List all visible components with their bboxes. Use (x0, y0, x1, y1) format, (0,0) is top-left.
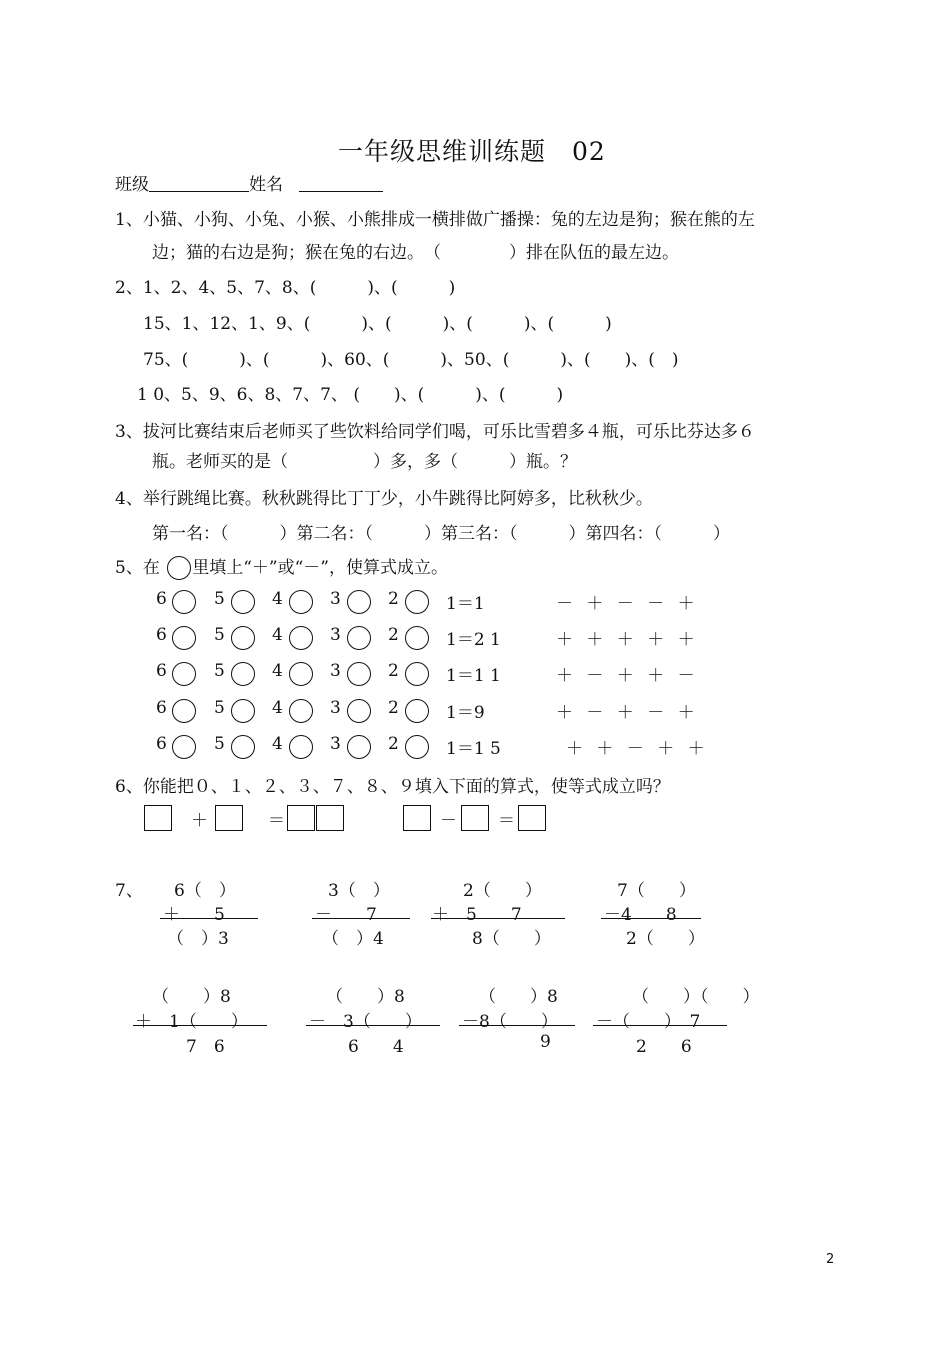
q5-number: 4 (272, 698, 283, 718)
class-label: 班级 (115, 175, 149, 195)
q2-line3: 75、( )、( )、60、( )、50、( )、( )、( ) (143, 350, 679, 370)
q5-operator-circle[interactable] (231, 735, 255, 759)
q5-number: 4 (272, 734, 283, 754)
q2-line4: 1 0、5、9、6、8、7、7、 ( )、( )、( ) (137, 385, 564, 405)
q7-r1-p1-line (160, 918, 258, 919)
q7-r1-p4-line (601, 918, 701, 919)
q6-box-2[interactable] (215, 805, 243, 831)
q5-number: 6 (156, 625, 167, 645)
q5-answer: ＋ ＋ － ＋ ＋ (566, 739, 709, 759)
q7-r2-p1-bot: 7 6 (186, 1037, 225, 1057)
q5-number: 2 (388, 589, 399, 609)
q5-operator-circle[interactable] (172, 662, 196, 686)
q7-r2-p4-bot: 2 6 (636, 1037, 692, 1057)
q5-result: 1＝1 (446, 594, 485, 614)
q7-r2-p4-mid: －（ ） 7 (596, 1012, 701, 1032)
q6-text: 6、你能把０、１、２、３、７、８、９填入下面的算式，使等式成立吗？ (115, 777, 670, 797)
q5-number: 2 (388, 625, 399, 645)
q5-number: 5 (214, 661, 225, 681)
q5-result: 1＝1 1 (446, 666, 501, 686)
q7-r1-p2-mid: － 7 (315, 905, 377, 925)
q7-r2-p3-mid: －8（ ） (462, 1012, 558, 1032)
q7-r2-p2-top: （ ）8 (326, 987, 405, 1007)
q5-operator-circle[interactable] (172, 626, 196, 650)
q7-r1-p4-bot: 2（ ） (626, 929, 705, 949)
circle-example-icon (167, 556, 191, 580)
q5-operator-circle[interactable] (289, 735, 313, 759)
q5-operator-circle[interactable] (289, 699, 313, 723)
q5-operator-circle[interactable] (172, 699, 196, 723)
q5-result: 1＝9 (446, 703, 485, 723)
q5-number: 4 (272, 661, 283, 681)
q7-label: 7、 (115, 881, 143, 901)
q2-line1: 2、1、2、4、5、7、8、( )、( ) (115, 278, 456, 298)
q7-r2-p1-line (133, 1025, 267, 1026)
q7-r2-p2-line (306, 1025, 440, 1026)
q6-box-7[interactable] (518, 805, 546, 831)
q5-number: 5 (214, 589, 225, 609)
rank-second: 第二名：（ ） (296, 524, 441, 544)
q5-instruction (115, 555, 448, 581)
q5-number: 2 (388, 661, 399, 681)
q5-number: 3 (330, 661, 341, 681)
page-title: 一年级思维训练题 02 (338, 137, 606, 166)
name-blank[interactable] (299, 173, 383, 192)
q5-operator-circle[interactable] (289, 590, 313, 614)
q5-number: 2 (388, 734, 399, 754)
q7-r1-p4-top: 7（ ） (617, 881, 696, 901)
q5-number: 3 (330, 698, 341, 718)
q1-line2: 边；猫的右边是狗；猴在兔的右边。 （ ）排在队伍的最左边。 (152, 243, 679, 263)
q7-r1-p1-top: 6（ ） (174, 881, 236, 901)
q2-line2: 15、1、12、1、9、( )、( )、( )、( ) (143, 314, 612, 334)
q5-number: 3 (330, 589, 341, 609)
q7-r2-p3-line (459, 1025, 575, 1026)
q5-operator-circle[interactable] (231, 662, 255, 686)
q6-equals-2: ＝ (498, 811, 515, 831)
q6-box-4[interactable] (316, 805, 344, 831)
q5-result: 1＝1 5 (446, 739, 501, 759)
q5-operator-circle[interactable] (347, 735, 371, 759)
q7-r2-p3-top: （ ）8 (479, 987, 558, 1007)
q7-r1-p2-line (312, 918, 410, 919)
name-label: 姓名 (249, 175, 283, 195)
q5-operator-circle[interactable] (405, 699, 429, 723)
q5-operator-circle[interactable] (405, 590, 429, 614)
q6-plus: ＋ (191, 811, 208, 831)
q5-prefix: 5、在 (115, 558, 160, 578)
q5-operator-circle[interactable] (231, 626, 255, 650)
q5-number: 5 (214, 625, 225, 645)
q5-number: 6 (156, 734, 167, 754)
q5-suffix: 里填上“＋”或“－”，使算式成立。 (192, 558, 448, 578)
rank-third: 第三名：（ ） (441, 524, 586, 544)
q5-number: 4 (272, 625, 283, 645)
q5-operator-circle[interactable] (289, 626, 313, 650)
q7-r2-p1-top: （ ）8 (152, 987, 231, 1007)
rank-fourth: 第四名：（ ） (585, 524, 730, 544)
q5-answer: ＋ ＋ ＋ ＋ ＋ (556, 630, 699, 650)
q5-operator-circle[interactable] (347, 699, 371, 723)
q5-operator-circle[interactable] (231, 590, 255, 614)
q7-r2-p1-mid: ＋ 1（ ） (135, 1012, 248, 1032)
q7-r1-p3-bot: 8（ ） (472, 929, 551, 949)
q5-result: 1＝2 1 (446, 630, 501, 650)
q5-operator-circle[interactable] (347, 626, 371, 650)
q7-r2-p2-mid: － 3（ ） (309, 1012, 422, 1032)
q3-line2: 瓶。老师买的是（ ）多，多（ ）瓶。？ (152, 452, 577, 472)
q7-r1-p4-mid: －4 8 (604, 905, 677, 925)
q7-r1-p3-line (431, 918, 565, 919)
q7-r1-p3-top: 2（ ） (463, 881, 542, 901)
q5-operator-circle[interactable] (405, 662, 429, 686)
class-blank[interactable] (149, 173, 249, 192)
q7-r1-p2-top: 3（ ） (328, 881, 390, 901)
q3-line1: 3、拔河比赛结束后老师买了些饮料给同学们喝，可乐比雪碧多４瓶，可乐比芬达多６ (115, 422, 755, 442)
q1-line1: 1、小猫、小狗、小兔、小猴、小熊排成一横排做广播操：兔的左边是狗；猴在熊的左 (115, 210, 755, 230)
q5-number: 6 (156, 661, 167, 681)
q6-minus: － (440, 811, 457, 831)
q6-equals-1: ＝ (268, 811, 285, 831)
q5-operator-circle[interactable] (405, 626, 429, 650)
q6-box-5[interactable] (403, 805, 431, 831)
q5-operator-circle[interactable] (347, 590, 371, 614)
q5-operator-circle[interactable] (231, 699, 255, 723)
q6-box-1[interactable] (144, 805, 172, 831)
q5-operator-circle[interactable] (289, 662, 313, 686)
q5-operator-circle[interactable] (347, 662, 371, 686)
q5-operator-circle[interactable] (405, 735, 429, 759)
q5-answer: ＋ － ＋ ＋ － (556, 666, 699, 686)
q5-number: 5 (214, 698, 225, 718)
q5-operator-circle[interactable] (172, 735, 196, 759)
q4-ranks (152, 519, 730, 544)
q7-r1-p2-bot: （ ）4 (322, 929, 384, 949)
q5-number: 6 (156, 589, 167, 609)
page-number: 2 (826, 1252, 835, 1267)
q7-r2-p4-top: （ ）（ ） (632, 987, 760, 1007)
q7-r2-p2-bot: 6 4 (348, 1037, 404, 1057)
q6-box-3[interactable] (287, 805, 315, 831)
q5-number: 4 (272, 589, 283, 609)
q5-number: 2 (388, 698, 399, 718)
q5-number: 3 (330, 734, 341, 754)
q7-r1-p1-bot: （ ）3 (167, 929, 229, 949)
class-name-line (115, 170, 383, 195)
q6-box-6[interactable] (461, 805, 489, 831)
q5-answer: － ＋ － － ＋ (556, 594, 699, 614)
q5-answer: ＋ － ＋ － ＋ (556, 703, 699, 723)
q5-operator-circle[interactable] (172, 590, 196, 614)
q5-number: 6 (156, 698, 167, 718)
q7-r1-p3-mid: ＋ 5 7 (432, 905, 522, 925)
q7-r2-p3-bot: 9 (540, 1032, 551, 1052)
q7-r1-p1-mid: ＋ 5 (163, 905, 225, 925)
rank-first: 第一名：（ ） (152, 524, 297, 544)
q7-r2-p4-line (593, 1025, 727, 1026)
q5-number: 5 (214, 734, 225, 754)
q5-number: 3 (330, 625, 341, 645)
q4-line1: 4、举行跳绳比赛。秋秋跳得比丁丁少，小牛跳得比阿婷多，比秋秋少。 (115, 489, 653, 509)
